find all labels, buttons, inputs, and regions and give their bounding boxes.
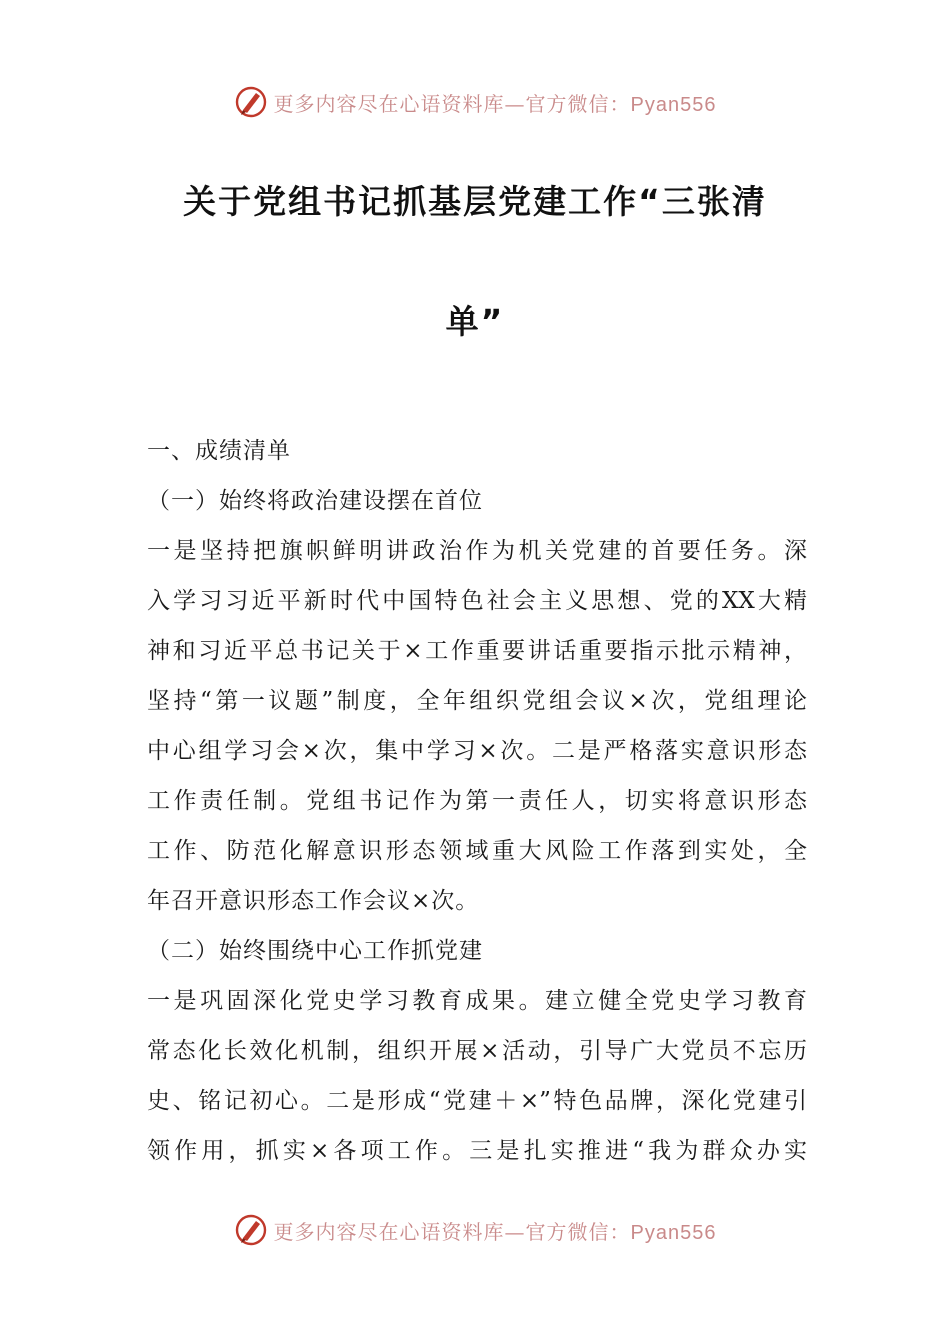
watermark-text — [274, 88, 717, 117]
watermark-wechat-id: Pyan556 — [630, 93, 717, 116]
watermark-site-text: 更多内容尽在心语资料库—官方微信： — [273, 1219, 631, 1244]
subsection-heading: （二）始终围绕中心工作抓党建 — [147, 938, 483, 964]
subsection-heading: （一）始终将政治建设摆在首位 — [147, 488, 483, 514]
watermark-site-text: 更多内容尽在心语资料库—官方微信： — [273, 91, 631, 116]
body-line: 坚持“第一议题”制度，全年组织党组会议×次，党组理论 — [147, 688, 807, 714]
watermark-banner-top — [0, 82, 950, 122]
watermark-wechat-id: Pyan556 — [630, 1221, 717, 1244]
document-body — [147, 426, 807, 1176]
body-line: 神和习近平总书记关于×工作重要讲话重要指示批示精神， — [147, 638, 807, 664]
body-line: 工作责任制。党组书记作为第一责任人，切实将意识形态 — [147, 788, 807, 814]
section-heading: 一、成绩清单 — [147, 438, 291, 464]
pen-logo-icon — [234, 85, 268, 119]
body-line: 领作用，抓实×各项工作。三是扎实推进“我为群众办实 — [147, 1138, 807, 1164]
watermark-banner-bottom — [0, 1210, 950, 1250]
watermark-text — [274, 1216, 717, 1245]
body-line: 入学习习近平新时代中国特色社会主义思想、党的XX大精 — [147, 588, 807, 614]
body-line: 工作、防范化解意识形态领域重大风险工作落到实处，全 — [147, 838, 807, 864]
body-line: 一是巩固深化党史学习教育成果。建立健全党史学习教育 — [147, 988, 807, 1014]
body-line: 中心组学习会×次，集中学习×次。二是严格落实意识形态 — [147, 738, 807, 764]
body-line: 史、铭记初心。二是形成“党建＋×”特色品牌，深化党建引 — [147, 1088, 807, 1114]
document-title-line-1: 关于党组书记抓基层党建工作“三张清 — [183, 182, 767, 221]
document-title-line-2: 单” — [445, 302, 505, 341]
body-line: 一是坚持把旗帜鲜明讲政治作为机关党建的首要任务。深 — [147, 538, 807, 564]
body-line: 年召开意识形态工作会议×次。 — [147, 888, 480, 914]
body-line: 常态化长效化机制，组织开展×活动，引导广大党员不忘历 — [147, 1038, 807, 1064]
pen-logo-icon — [234, 1213, 268, 1247]
